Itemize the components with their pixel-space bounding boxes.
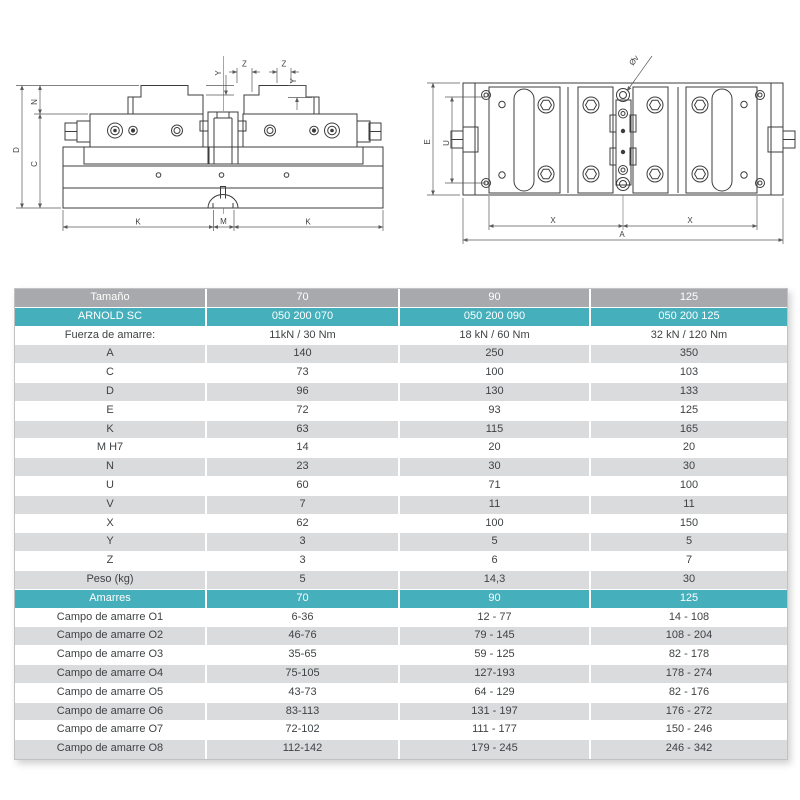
dim-label-y-left: Y <box>214 70 223 76</box>
dim-label-x-right: X <box>687 216 693 225</box>
dim-label-m: M <box>220 217 227 226</box>
table-cell: 150 - 246 <box>665 723 713 736</box>
table-cell: 100 <box>400 364 591 382</box>
dim-label-y-right: Y <box>289 78 298 84</box>
table-row <box>15 477 787 496</box>
table-row <box>15 627 787 646</box>
table-cell: Campo de amarre O7 <box>15 721 207 739</box>
table-cell: 050 200 070 <box>207 308 400 326</box>
table-cell: Campo de amarre O6 <box>15 703 207 721</box>
table-row <box>15 515 787 534</box>
table-cell: 63 <box>207 421 400 439</box>
table-cell: Campo de amarre O2 <box>15 627 207 645</box>
table-cell: 127-193 <box>400 665 591 683</box>
table-cell: 82 - 178 <box>668 648 710 661</box>
table-row <box>15 665 787 684</box>
table-cell: 11 <box>400 496 591 514</box>
table-row <box>15 684 787 703</box>
table-row <box>15 364 787 383</box>
table-cell: 70 <box>207 289 400 307</box>
table-row <box>15 496 787 515</box>
table-cell: 111 - 177 <box>400 721 591 739</box>
table-cell: 30 <box>682 572 696 585</box>
table-cell: 59 - 125 <box>400 646 591 664</box>
table-cell: 23 <box>207 458 400 476</box>
technical-drawing <box>0 0 800 285</box>
table-row <box>15 308 787 327</box>
table-row <box>15 571 787 590</box>
table-cell: Y <box>15 533 207 551</box>
table-cell: N <box>15 458 207 476</box>
table-cell: Tamaño <box>15 289 207 307</box>
table-cell: 60 <box>207 477 400 495</box>
table-cell: 75-105 <box>207 665 400 683</box>
table-cell: 7 <box>207 496 400 514</box>
table-cell: 103 <box>679 366 699 379</box>
table-cell: 125 <box>679 591 699 604</box>
dim-label-k-right: K <box>305 217 311 227</box>
table-cell: 050 200 090 <box>400 308 591 326</box>
table-cell: 100 <box>400 515 591 533</box>
table-cell: Amarres <box>15 590 207 608</box>
table-row <box>15 421 787 440</box>
table-cell: 130 <box>400 383 591 401</box>
dim-label-u: U <box>442 140 451 146</box>
table-cell: 11kN / 30 Nm <box>207 327 400 345</box>
table-cell: Peso (kg) <box>15 571 207 589</box>
table-cell: Z <box>15 552 207 570</box>
table-row <box>15 327 787 346</box>
table-cell: 5 <box>207 571 400 589</box>
front-view-drawing <box>12 56 383 231</box>
table-cell: C <box>15 364 207 382</box>
table-cell: Campo de amarre O8 <box>15 740 207 759</box>
table-cell: 46-76 <box>207 627 400 645</box>
table-row <box>15 533 787 552</box>
table-cell: 5 <box>400 533 591 551</box>
table-cell: K <box>15 421 207 439</box>
table-cell: 246 - 342 <box>665 742 713 755</box>
table-cell: 5 <box>685 535 693 548</box>
table-cell: 165 <box>679 422 699 435</box>
table-cell: 108 - 204 <box>665 629 713 642</box>
table-row <box>15 383 787 402</box>
table-cell: Campo de amarre O1 <box>15 609 207 627</box>
dim-label-n: N <box>30 99 39 105</box>
table-cell: U <box>15 477 207 495</box>
table-cell: 179 - 245 <box>400 740 591 759</box>
table-row <box>15 289 787 308</box>
table-row <box>15 703 787 722</box>
table-cell: 176 - 272 <box>665 704 713 717</box>
table-cell: 100 <box>679 478 699 491</box>
table-cell: 79 - 145 <box>400 627 591 645</box>
table-cell: 90 <box>400 289 591 307</box>
table-row <box>15 552 787 571</box>
table-cell: 112-142 <box>207 740 400 759</box>
dim-label-x-left: X <box>550 216 556 225</box>
table-cell: 30 <box>400 458 591 476</box>
table-cell: M H7 <box>15 439 207 457</box>
table-cell: 115 <box>400 421 591 439</box>
table-cell: 14,3 <box>400 571 591 589</box>
table-row <box>15 609 787 628</box>
table-cell: 32 kN / 120 Nm <box>650 328 728 341</box>
table-cell: 131 - 197 <box>400 703 591 721</box>
table-cell: 050 200 125 <box>658 309 720 322</box>
table-cell: 96 <box>207 383 400 401</box>
table-cell: 71 <box>400 477 591 495</box>
table-cell: 83-113 <box>207 703 400 721</box>
table-cell: 12 - 77 <box>400 609 591 627</box>
table-cell: 3 <box>207 552 400 570</box>
table-cell: 30 <box>682 460 696 473</box>
table-cell: 6-36 <box>207 609 400 627</box>
table-cell: 125 <box>679 291 699 303</box>
table-cell: 93 <box>400 402 591 420</box>
table-cell: 133 <box>679 384 699 397</box>
spec-table <box>14 288 788 760</box>
table-cell: 3 <box>207 533 400 551</box>
table-row <box>15 402 787 421</box>
dim-label-z-left: Z <box>242 59 247 69</box>
table-cell: 14 <box>207 439 400 457</box>
table-cell: Campo de amarre O3 <box>15 646 207 664</box>
dim-label-e: E <box>423 139 432 145</box>
dim-label-c: C <box>30 161 39 167</box>
top-view-drawing <box>423 54 795 244</box>
table-row <box>15 646 787 665</box>
table-cell: 7 <box>685 554 693 567</box>
table-row <box>15 590 787 609</box>
table-cell: 72-102 <box>207 721 400 739</box>
table-cell: Campo de amarre O4 <box>15 665 207 683</box>
table-cell: 82 - 176 <box>668 685 710 698</box>
table-cell: A <box>15 345 207 363</box>
table-cell: 70 <box>207 590 400 608</box>
table-cell: 90 <box>400 590 591 608</box>
table-cell: 11 <box>683 497 695 510</box>
table-cell: X <box>15 515 207 533</box>
dim-label-z-right: Z <box>281 59 287 69</box>
table-cell: D <box>15 383 207 401</box>
table-cell: 73 <box>207 364 400 382</box>
table-cell: 150 <box>679 516 699 529</box>
table-cell: E <box>15 402 207 420</box>
table-cell: 35-65 <box>207 646 400 664</box>
table-cell: Campo de amarre O5 <box>15 684 207 702</box>
table-cell: V <box>15 496 207 514</box>
table-row <box>15 721 787 740</box>
table-cell: 6 <box>400 552 591 570</box>
table-row <box>15 740 787 759</box>
table-cell: 250 <box>400 345 591 363</box>
table-cell: 20 <box>682 441 696 454</box>
table-cell: 64 - 129 <box>400 684 591 702</box>
table-cell: 140 <box>207 345 400 363</box>
table-cell: 350 <box>679 347 699 360</box>
table-cell: 125 <box>679 403 699 416</box>
table-cell: 20 <box>400 439 591 457</box>
table-row <box>15 345 787 364</box>
table-cell: 43-73 <box>207 684 400 702</box>
table-cell: 62 <box>207 515 400 533</box>
table-row <box>15 439 787 458</box>
dim-label-k-left: K <box>135 217 141 227</box>
dim-label-d: D <box>12 147 21 153</box>
table-cell: 178 - 274 <box>665 666 713 679</box>
table-cell: 14 - 108 <box>668 610 710 623</box>
dim-label-dia-v: Øv <box>627 53 641 68</box>
table-cell: 72 <box>207 402 400 420</box>
table-row <box>15 458 787 477</box>
table-cell: Fuerza de amarre: <box>15 327 207 345</box>
table-cell: 18 kN / 60 Nm <box>400 327 591 345</box>
table-cell: ARNOLD SC <box>15 308 207 326</box>
dim-label-a: A <box>619 230 625 239</box>
